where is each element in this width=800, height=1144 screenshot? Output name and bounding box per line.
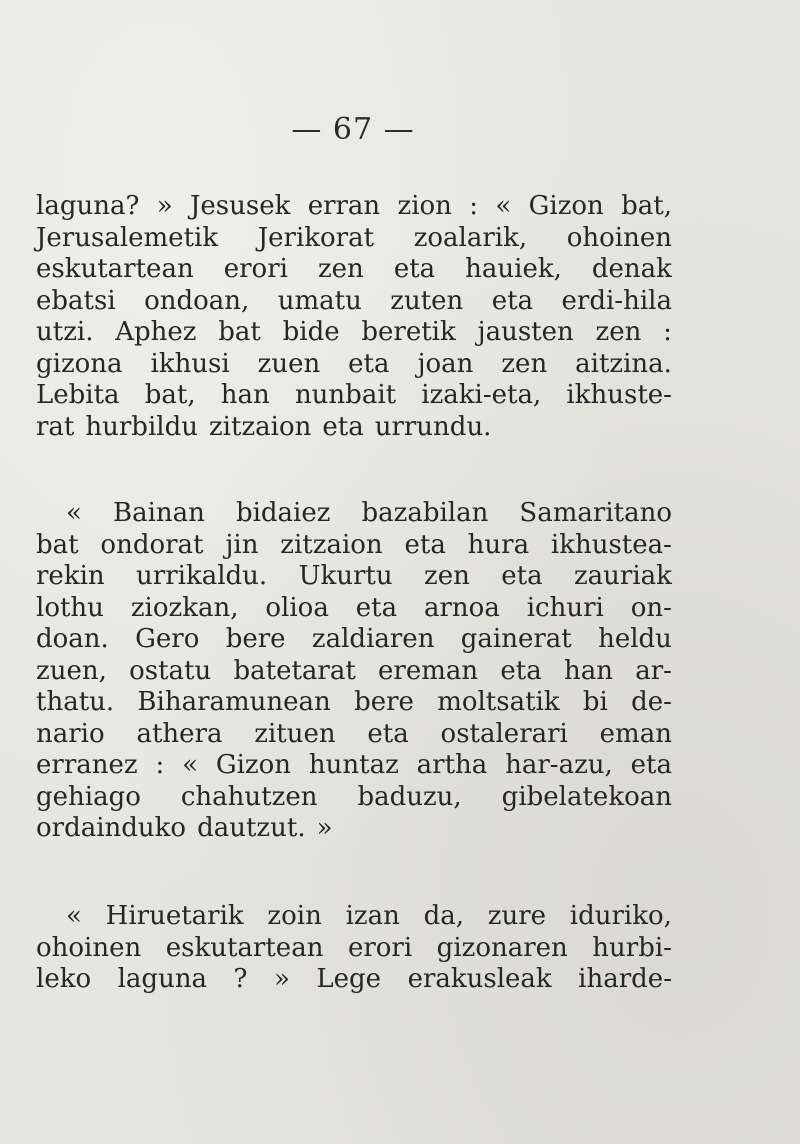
text-line: ohoinen eskutartean erori gizonaren hurbi- xyxy=(36,932,672,963)
text-line: utzi. Aphez bat bide beretik jausten zen : xyxy=(36,317,672,347)
text-line: zuen, ostatu batetarat ereman eta han ar- xyxy=(36,655,672,686)
paragraph-2 xyxy=(36,498,672,845)
text-line: Lebita bat, han nunbait izaki-eta, ikhuste- xyxy=(36,380,672,410)
text-line: erranez : « Gizon huntaz artha har-azu, eta xyxy=(36,750,672,780)
text-line: gehiago chahutzen baduzu, gibelatekoan xyxy=(36,781,672,812)
text-line: gizona ikhusi zuen eta joan zen aitzina. xyxy=(36,348,672,379)
paragraph-3 xyxy=(36,901,672,996)
text-line: rekin urrikaldu. Ukurtu zen eta zauriak xyxy=(36,561,672,591)
paragraph-1 xyxy=(36,191,672,443)
text-line: bat ondorat jin zitzaion eta hura ikhustea- xyxy=(36,529,672,560)
text-line: « Hiruetarik zoin izan da, zure iduriko, xyxy=(66,901,672,931)
text-line: leko laguna ? » Lege erakusleak iharde- xyxy=(36,964,672,994)
text-line: « Bainan bidaiez bazabilan Samaritano xyxy=(66,498,672,528)
text-line: laguna? » Jesusek erran zion : « Gizon bat, xyxy=(36,191,672,221)
text-line: ordainduko dautzut. » xyxy=(36,813,333,843)
text-line: eskutartean erori zen eta hauiek, denak xyxy=(36,254,672,284)
text-line: Jerusalemetik Jerikorat zoalarik, ohoinen xyxy=(36,222,672,253)
text-line: thatu. Biharamunean bere moltsatik bi de- xyxy=(36,687,672,717)
text-line: lothu ziozkan, olioa eta arnoa ichuri on- xyxy=(36,592,672,623)
page-number: — 67 — xyxy=(291,112,415,147)
text-line: nario athera zituen eta ostalerari eman xyxy=(36,718,672,749)
text-line: ebatsi ondoan, umatu zuten eta erdi-hila xyxy=(36,285,672,316)
text-line: rat hurbildu zitzaion eta urrundu. xyxy=(36,411,492,442)
text-line: doan. Gero bere zaldiaren gainerat heldu xyxy=(36,624,672,654)
